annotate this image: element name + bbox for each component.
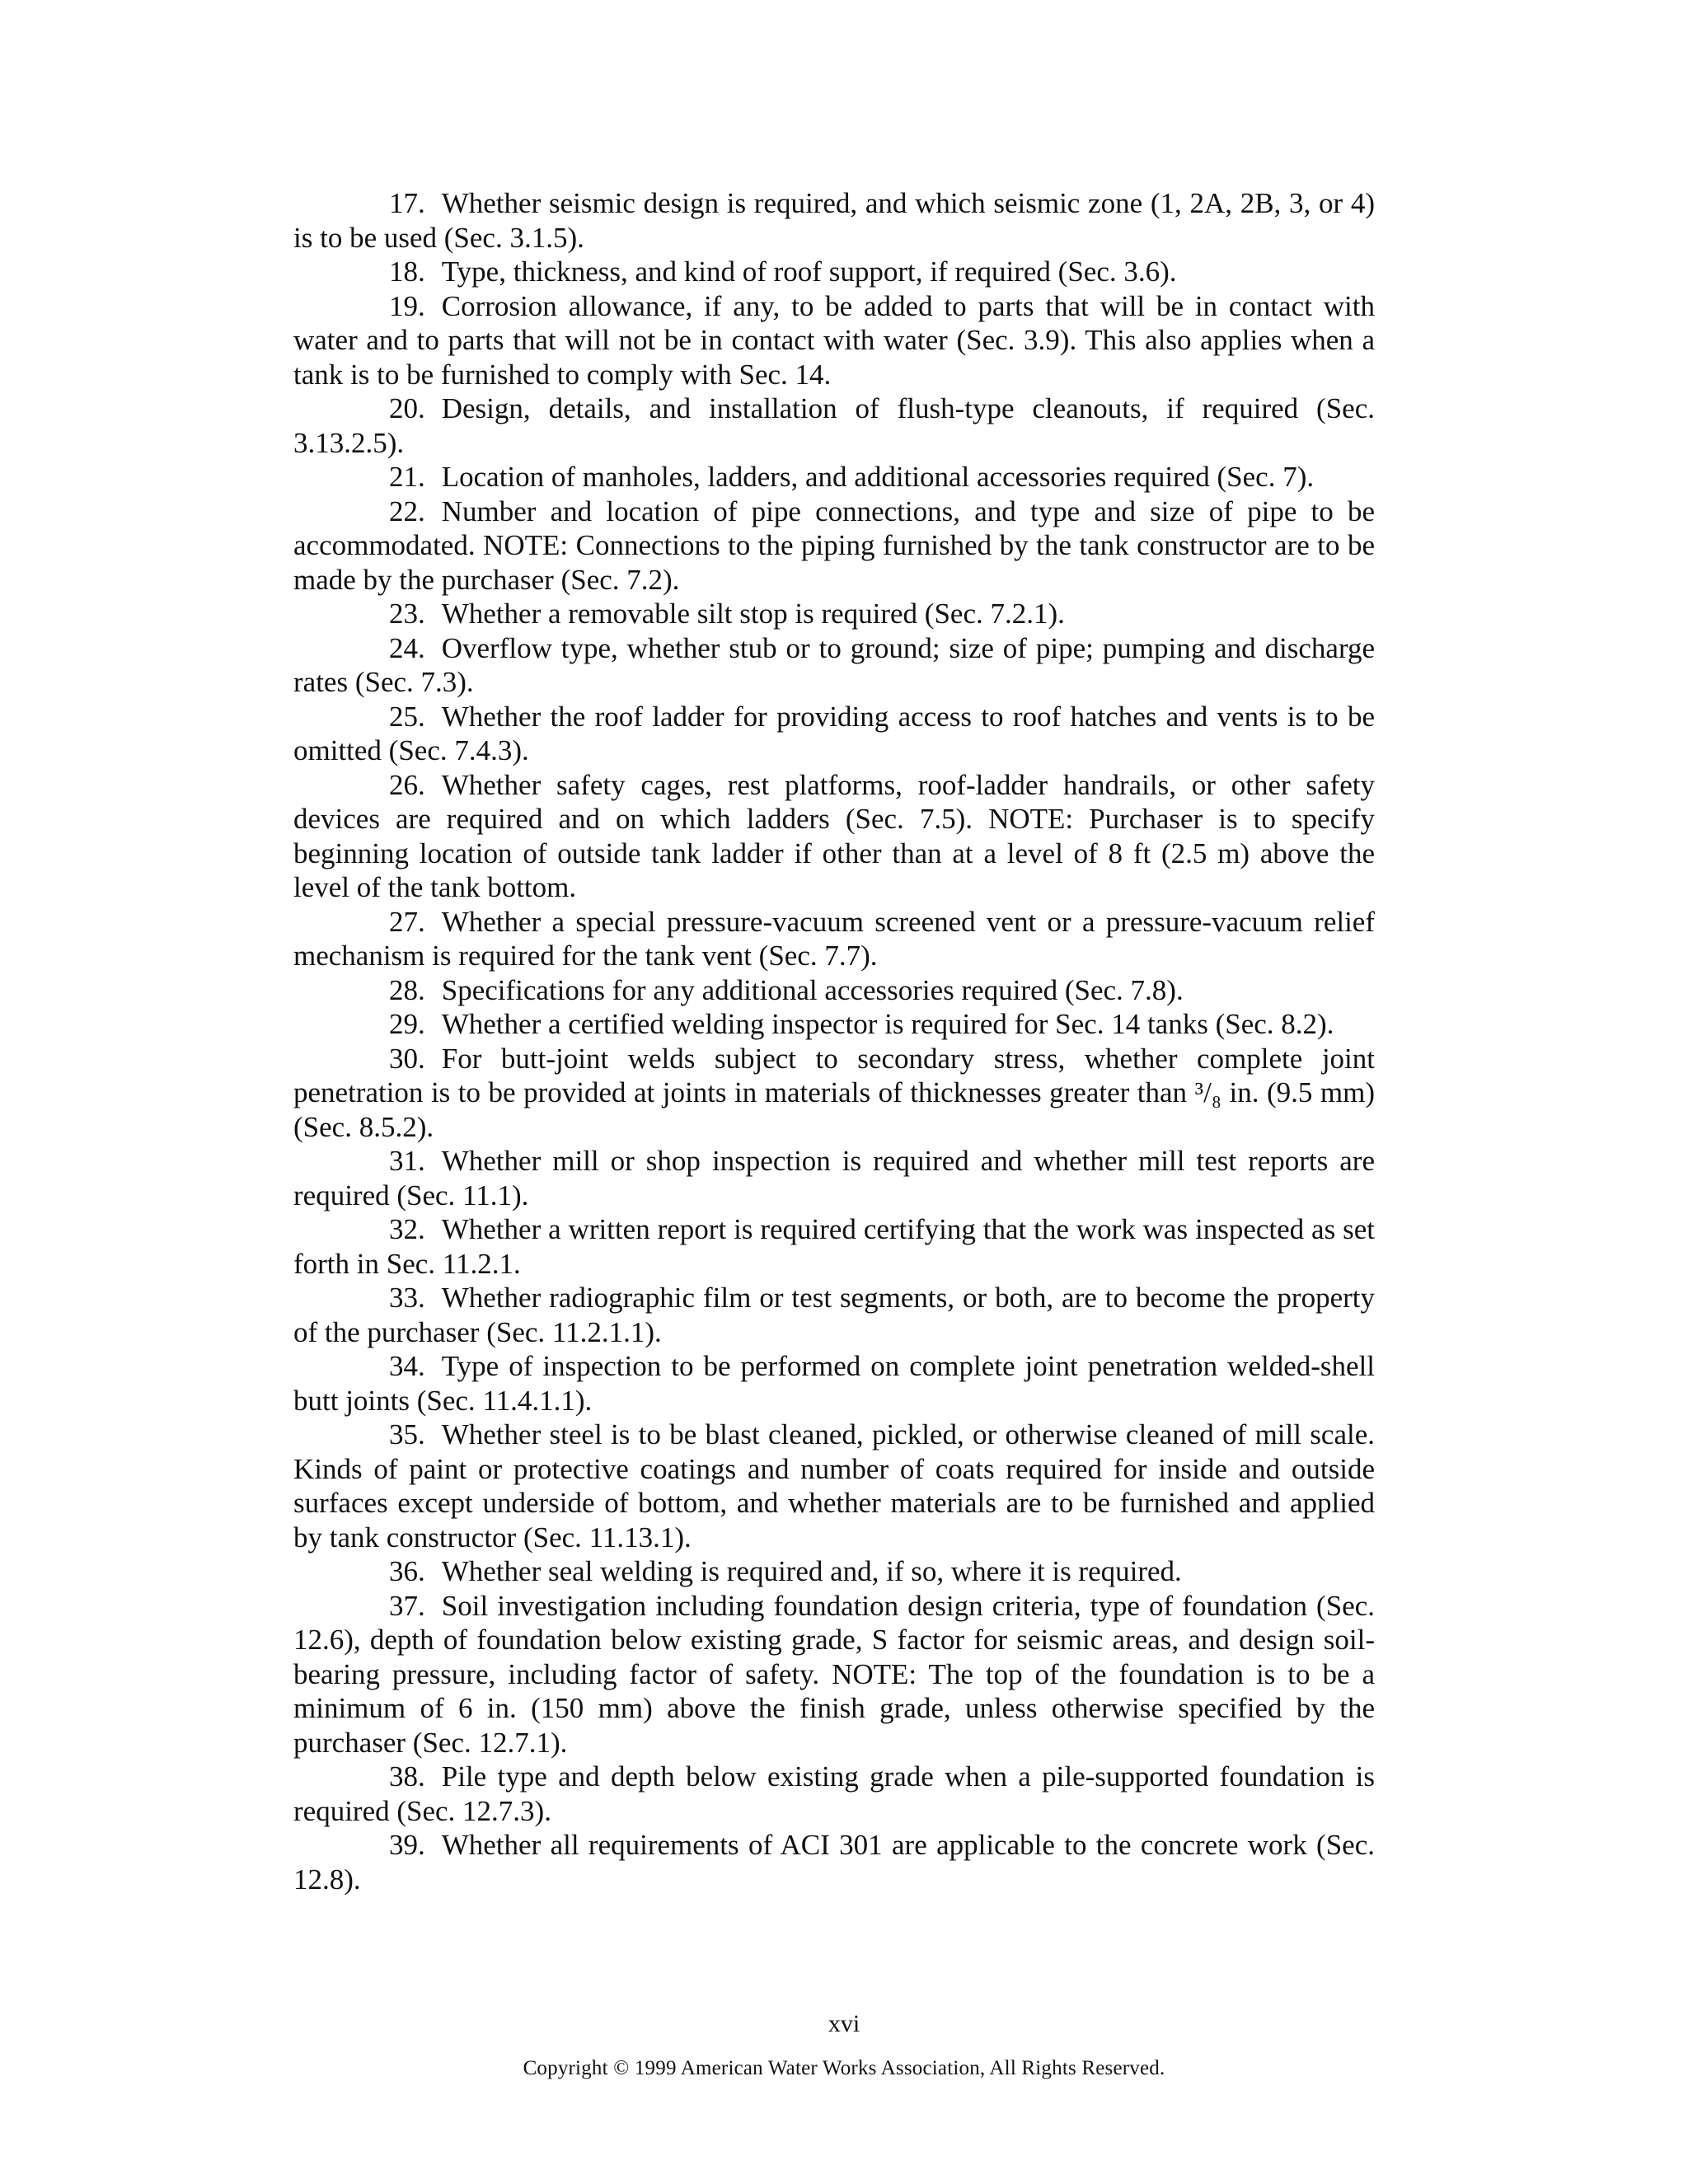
item-text: Whether mill or shop inspection is required and whether mill test reports are required (Sec. 11.1). <box>293 1145 1375 1212</box>
item-text: Whether a certified welding inspector is required for Sec. 14 tanks (Sec. 8.2). <box>441 1008 1334 1040</box>
list-item <box>293 905 1375 973</box>
list-item <box>293 631 1375 700</box>
item-number: 38 . <box>341 1760 425 1794</box>
item-text: Whether radiographic film or test segments, or both, are to become the property of the purchaser (Sec. 11.2.1.1). <box>293 1282 1375 1348</box>
list-item <box>293 460 1375 494</box>
list-item <box>293 391 1375 460</box>
list-item <box>293 1281 1375 1349</box>
list-item <box>293 1144 1375 1212</box>
item-text: Whether a written report is required certifying that the work was inspected as set forth in Sec. 11.2.1. <box>293 1213 1375 1280</box>
list-item <box>293 597 1375 631</box>
list-item <box>293 494 1375 598</box>
item-number: 28 . <box>341 973 425 1008</box>
item-text: For butt-joint welds subject to secondary stress, whether complete joint penetration is to be provided at joints in materials of thicknesses greater than ³/₈ in. (9.5 mm) (Sec. 8.5.2). <box>293 1042 1375 1143</box>
item-number: 20 . <box>341 391 425 426</box>
purchaser-requirements-list <box>293 186 1375 1896</box>
list-item <box>293 1554 1375 1589</box>
list-item <box>293 289 1375 392</box>
list-item <box>293 186 1375 255</box>
list-item <box>293 1042 1375 1145</box>
list-item <box>293 973 1375 1008</box>
list-item <box>293 1212 1375 1281</box>
item-text: Type of inspection to be performed on complete joint penetration welded-shell butt joints (Sec. 11.4.1.1). <box>293 1350 1375 1417</box>
item-number: 22 . <box>341 494 425 529</box>
item-number: 29 . <box>341 1007 425 1042</box>
list-item <box>293 1589 1375 1760</box>
item-number: 25 . <box>341 700 425 734</box>
item-number: 34 . <box>341 1349 425 1384</box>
list-item <box>293 700 1375 768</box>
item-number: 24 . <box>341 631 425 666</box>
item-text: Whether a special pressure-vacuum screened vent or a pressure-vacuum relief mechanism is required for the tank vent (Sec. 7.7). <box>293 905 1375 972</box>
item-number: 30 . <box>341 1042 425 1076</box>
list-item <box>293 1349 1375 1418</box>
item-text: Whether the roof ladder for providing access to roof hatches and vents is to be omitted (Sec. 7.4.3). <box>293 700 1375 766</box>
item-number: 27 . <box>341 905 425 940</box>
item-number: 32 . <box>341 1212 425 1247</box>
item-text: Whether a removable silt stop is required (Sec. 7.2.1). <box>441 598 1065 630</box>
item-number: 21 . <box>341 460 425 494</box>
item-text: Location of manholes, ladders, and additional accessories required (Sec. 7). <box>441 461 1315 493</box>
item-text: Design, details, and installation of flush-type cleanouts, if required (Sec. 3.13.2.5). <box>293 392 1375 459</box>
item-number: 18 . <box>341 255 425 289</box>
list-item <box>293 1007 1375 1042</box>
item-text: Overflow type, whether stub or to ground; size of pipe; pumping and discharge rates (Sec. 7.3). <box>293 631 1375 698</box>
item-text: Whether seal welding is required and, if so, where it is required. <box>441 1555 1182 1587</box>
list-item <box>293 1418 1375 1554</box>
item-number: 31 . <box>341 1144 425 1179</box>
list-item <box>293 1760 1375 1828</box>
item-text: Pile type and depth below existing grade when a pile-supported foundation is required (Sec. 12.7.3). <box>293 1760 1375 1827</box>
copyright-notice: Copyright © 1999 American Water Works Association, All Rights Reserved. <box>523 2057 1165 2079</box>
list-item <box>293 1828 1375 1896</box>
item-number: 26 . <box>341 768 425 803</box>
item-text: Whether safety cages, rest platforms, roof-ladder handrails, or other safety devices are required and on which ladders (Sec. 7.5). NOTE: Purchaser is to specify beginning location of outside tank ladder if other than at a level of 8 ft (2.5 m) above the level of the tank bottom. <box>293 768 1375 903</box>
item-number: 19 . <box>341 289 425 324</box>
item-number: 33 . <box>341 1281 425 1315</box>
item-text: Corrosion allowance, if any, to be added to parts that will be in contact with water and to parts that will not be in contact with water (Sec. 3.9). This also applies when a tank is to be furnished to comply with Sec. 14. <box>293 289 1375 391</box>
list-item <box>293 768 1375 905</box>
item-number: 23 . <box>341 597 425 631</box>
item-text: Whether steel is to be blast cleaned, pickled, or otherwise cleaned of mill scale. Kinds of paint or protective coatings and number of coats required for inside and outside surfaces except underside of bottom, and whether materials are to be furnished and applied by tank constructor (Sec. 11.13.1). <box>293 1418 1375 1554</box>
item-text: Whether seismic design is required, and which seismic zone (1, 2A, 2B, 3, or 4) is to be used (Sec. 3.1.5). <box>293 187 1375 254</box>
item-number: 37 . <box>341 1589 425 1624</box>
item-text: Soil investigation including foundation design criteria, type of foundation (Sec. 12.6), depth of foundation below existing grade, S factor for seismic areas, and design soil-bearing pressure, including factor of safety. NOTE: The top of the foundation is to be a minimum of 6 in. (150 mm) above the finish grade, unless otherwise specified by the purchaser (Sec. 12.7.1). <box>293 1589 1375 1759</box>
item-text: Type, thickness, and kind of roof support, if required (Sec. 3.6). <box>441 255 1177 288</box>
list-item <box>293 255 1375 289</box>
page-number: xvi <box>828 2010 860 2037</box>
item-number: 17 . <box>341 186 425 221</box>
item-number: 39 . <box>341 1828 425 1863</box>
item-text: Whether all requirements of ACI 301 are applicable to the concrete work (Sec. 12.8). <box>293 1829 1375 1896</box>
item-text: Specifications for any additional accessories required (Sec. 7.8). <box>441 973 1184 1006</box>
item-number: 35 . <box>341 1418 425 1452</box>
item-number: 36 . <box>341 1554 425 1589</box>
item-text: Number and location of pipe connections, and type and size of pipe to be accommodated. NOTE: Connections to the piping furnished by the tank constructor are to be made by the purchaser (Sec. 7.2). <box>293 494 1375 596</box>
